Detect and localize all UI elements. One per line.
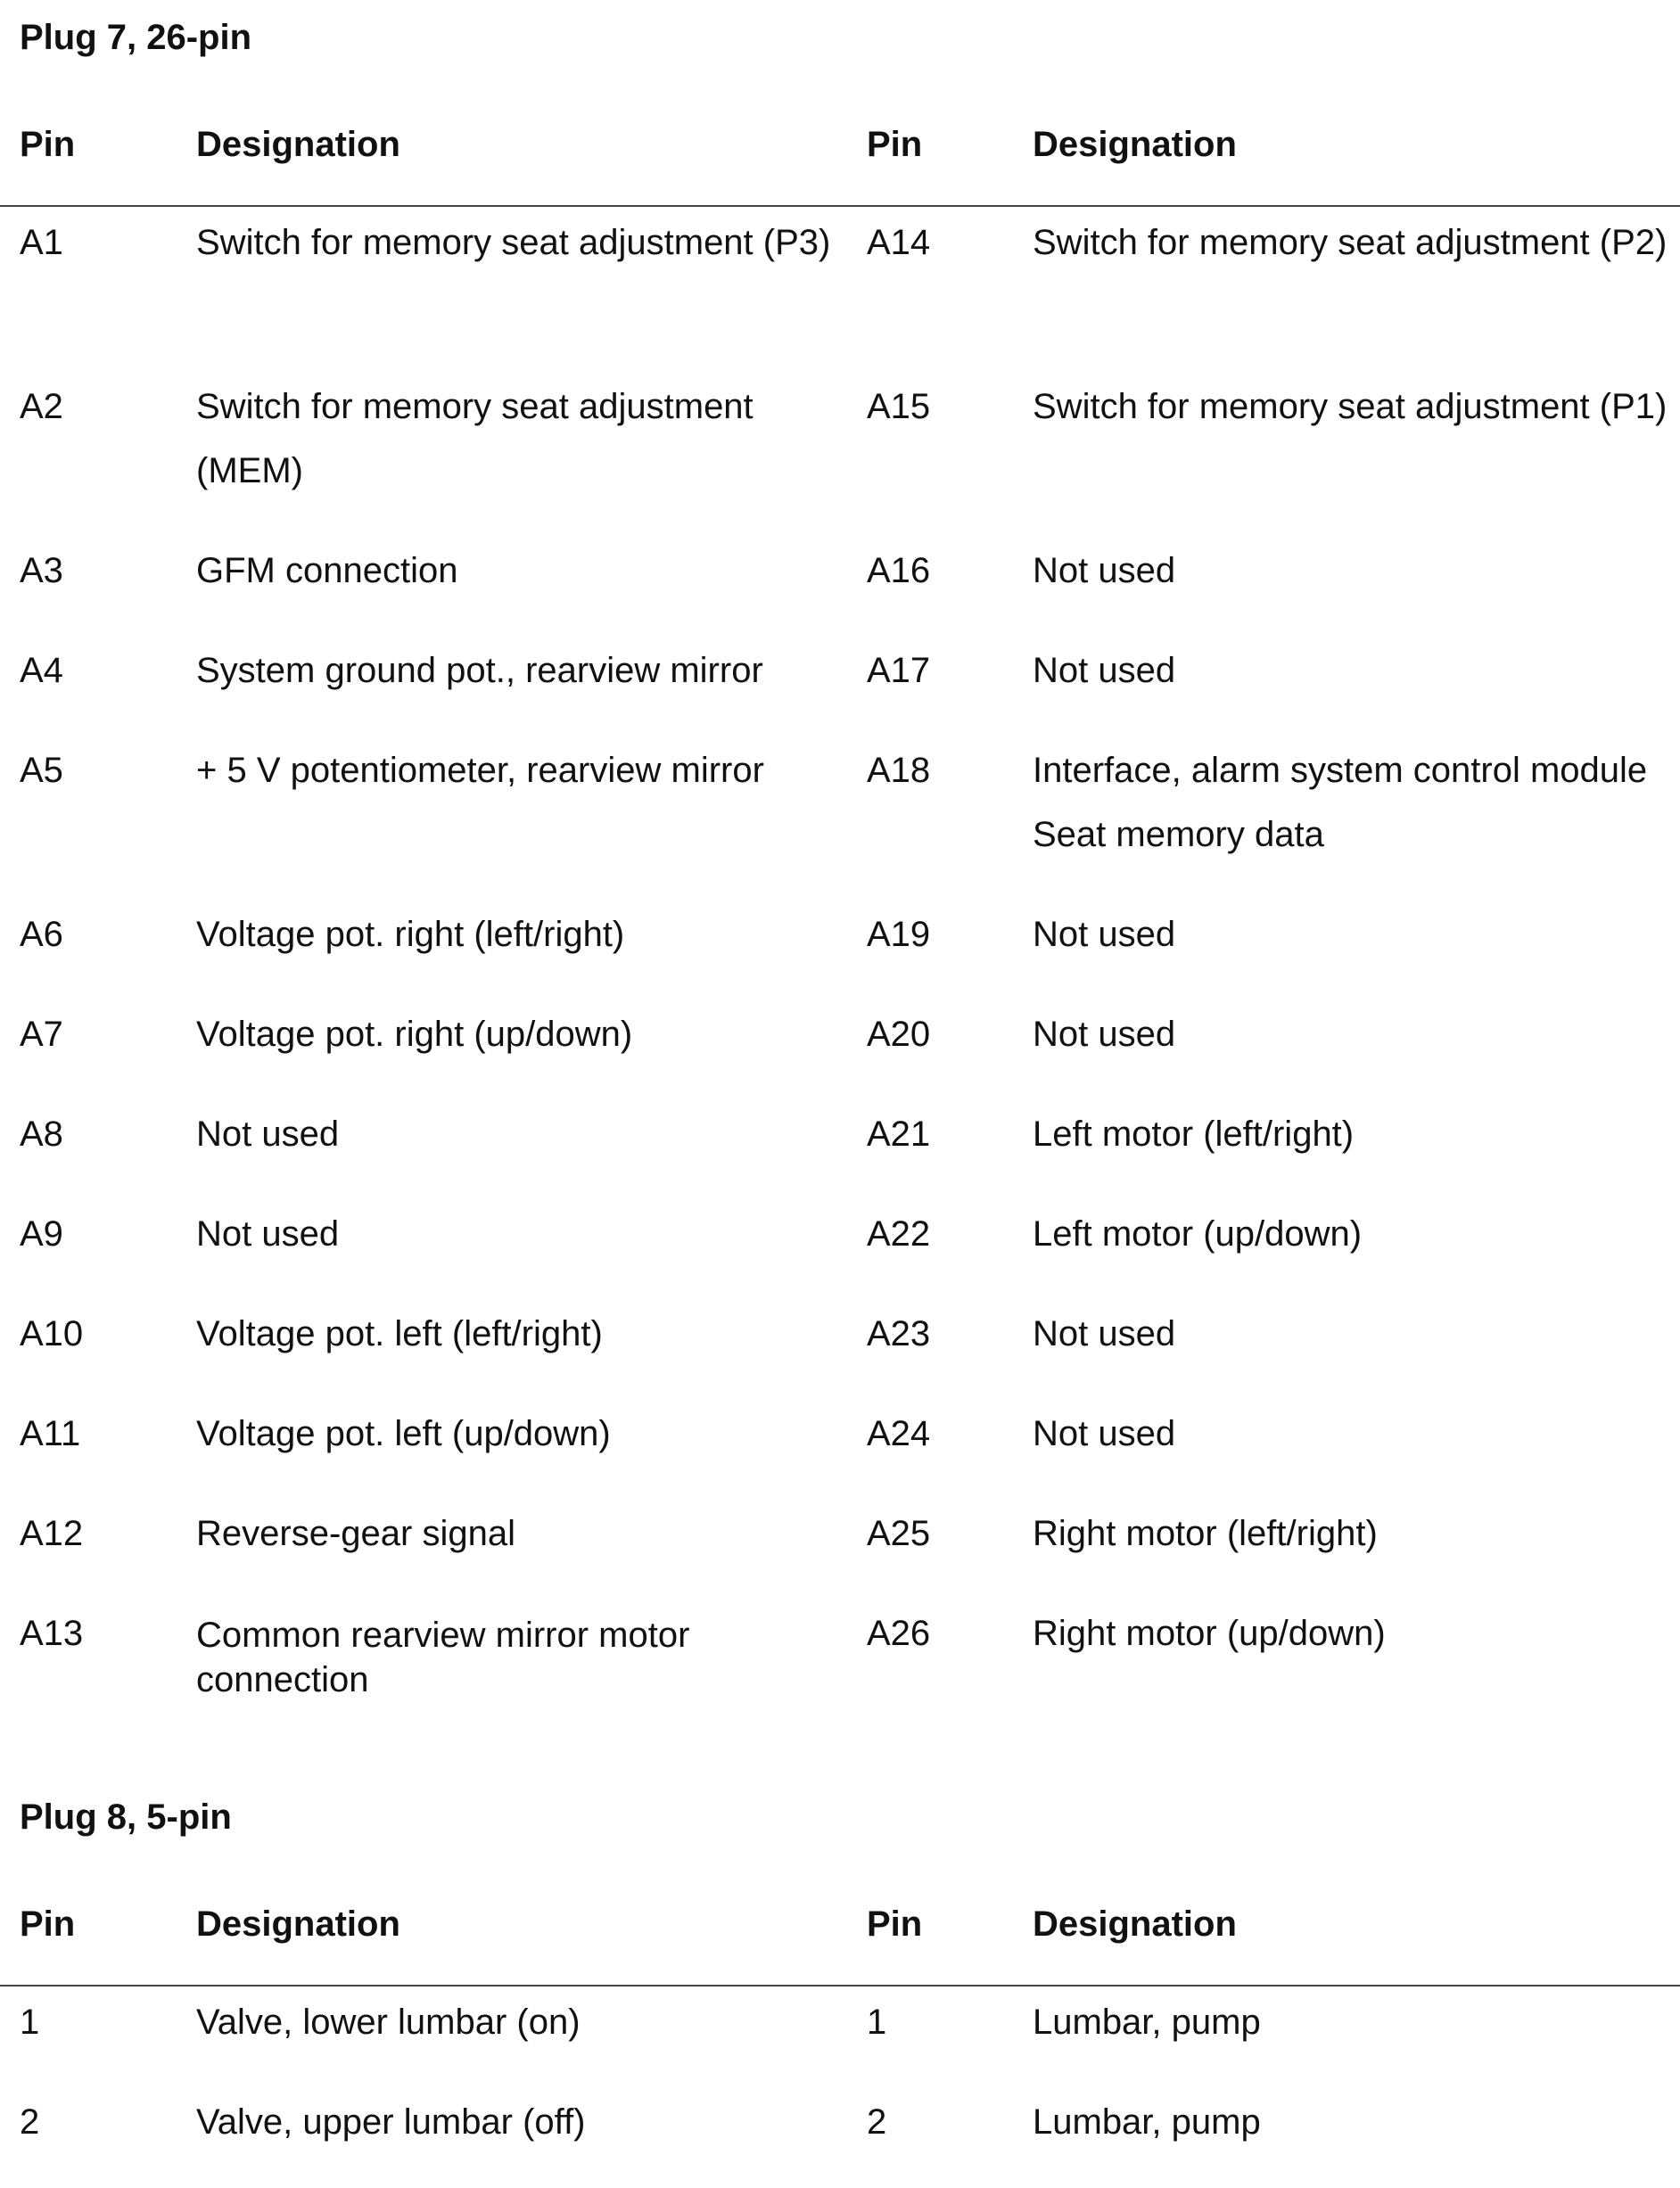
plug8-table [0, 1885, 1680, 2186]
designation-cell: Left motor (up/down) [1033, 1214, 1363, 1254]
plug7-table [0, 105, 1680, 1762]
pin-cell: A21 [867, 1115, 931, 1154]
pin-cell: 1 [867, 2003, 887, 2042]
pin-cell: A1 [20, 223, 63, 262]
pin-cell: 2 [867, 2102, 887, 2142]
designation-cell: Voltage pot. right (left/right) [196, 915, 625, 954]
plug7-header-pin-right: Pin [867, 125, 923, 164]
pin-cell: A23 [867, 1314, 931, 1353]
pin-cell: A16 [867, 551, 931, 590]
pin-cell: A26 [867, 1614, 931, 1653]
pin-cell: A19 [867, 915, 931, 954]
plug7-header-pin-left: Pin [20, 125, 76, 164]
pin-cell: A11 [20, 1414, 81, 1453]
plug8-header-pin-left: Pin [20, 1904, 76, 1944]
plug8-title: Plug 8, 5-pin [20, 1797, 232, 1837]
designation-cell: Voltage pot. right (up/down) [196, 1015, 633, 1054]
pin-cell: A25 [867, 1514, 931, 1553]
designation-cell: Not used [1033, 1015, 1176, 1054]
designation-cell: Not used [1033, 551, 1176, 590]
pin-cell: A7 [20, 1015, 63, 1054]
pin-cell: A22 [867, 1214, 931, 1254]
pin-cell: A18 [867, 751, 931, 790]
plug7-header-designation-right: Designation [1033, 125, 1237, 164]
pin-cell: A6 [20, 915, 63, 954]
pin-cell: A8 [20, 1115, 63, 1154]
designation-cell: Lumbar, pump [1033, 2102, 1261, 2142]
pin-cell: A13 [20, 1614, 84, 1653]
plug7-title: Plug 7, 26-pin [20, 18, 252, 57]
pin-cell: 1 [20, 2003, 40, 2042]
designation-cell: Right motor (up/down) [1033, 1614, 1386, 1653]
designation-cell: + 5 V potentiometer, rearview mirror [196, 751, 764, 790]
designation-cell: Switch for memory seat adjustment (P3) [196, 223, 831, 262]
designation-cell: Left motor (left/right) [1033, 1115, 1355, 1154]
designation-cell: Valve, lower lumbar (on) [196, 2003, 581, 2042]
designation-cell: Not used [196, 1115, 340, 1154]
designation-cell: Reverse-gear signal [196, 1514, 515, 1553]
designation-cell: System ground pot., rearview mirror [196, 651, 763, 690]
designation-cell: Lumbar, pump [1033, 2003, 1261, 2042]
designation-cell: Valve, upper lumbar (off) [196, 2102, 586, 2142]
plug8-header-designation-right: Designation [1033, 1904, 1237, 1944]
designation-cell: Switch for memory seat adjustment (MEM) [196, 387, 754, 490]
designation-cell: Switch for memory seat adjustment (P1) [1033, 387, 1668, 426]
pin-cell: A17 [867, 651, 931, 690]
designation-cell: Not used [196, 1214, 340, 1254]
plug8-header-pin-right: Pin [867, 1904, 923, 1944]
designation-cell: Not used [1033, 1414, 1176, 1453]
pin-cell: A9 [20, 1214, 63, 1254]
pin-cell: A2 [20, 387, 63, 426]
designation-cell: Interface, alarm system control module Seat memory data [1033, 751, 1648, 854]
plug8-header-designation-left: Designation [196, 1904, 400, 1944]
pin-cell: A5 [20, 751, 63, 790]
designation-cell: Voltage pot. left (left/right) [196, 1314, 603, 1353]
pin-cell: A14 [867, 223, 931, 262]
pin-cell: A3 [20, 551, 63, 590]
designation-cell: Not used [1033, 1314, 1176, 1353]
designation-cell: Voltage pot. left (up/down) [196, 1414, 611, 1453]
pin-cell: A24 [867, 1414, 931, 1453]
pin-cell: A20 [867, 1015, 931, 1054]
designation-cell: Common rearview mirror motor connection [196, 1616, 690, 1699]
designation-cell: Not used [1033, 651, 1176, 690]
plug7-header-designation-left: Designation [196, 125, 400, 164]
designation-cell: GFM connection [196, 551, 458, 590]
pin-cell: A4 [20, 651, 63, 690]
pin-cell: A15 [867, 387, 931, 426]
pin-cell: 2 [20, 2102, 40, 2142]
pin-cell: A10 [20, 1314, 84, 1353]
designation-cell: Not used [1033, 915, 1176, 954]
designation-cell: Right motor (left/right) [1033, 1514, 1378, 1553]
pin-cell: A12 [20, 1514, 84, 1553]
designation-cell: Switch for memory seat adjustment (P2) [1033, 223, 1668, 262]
